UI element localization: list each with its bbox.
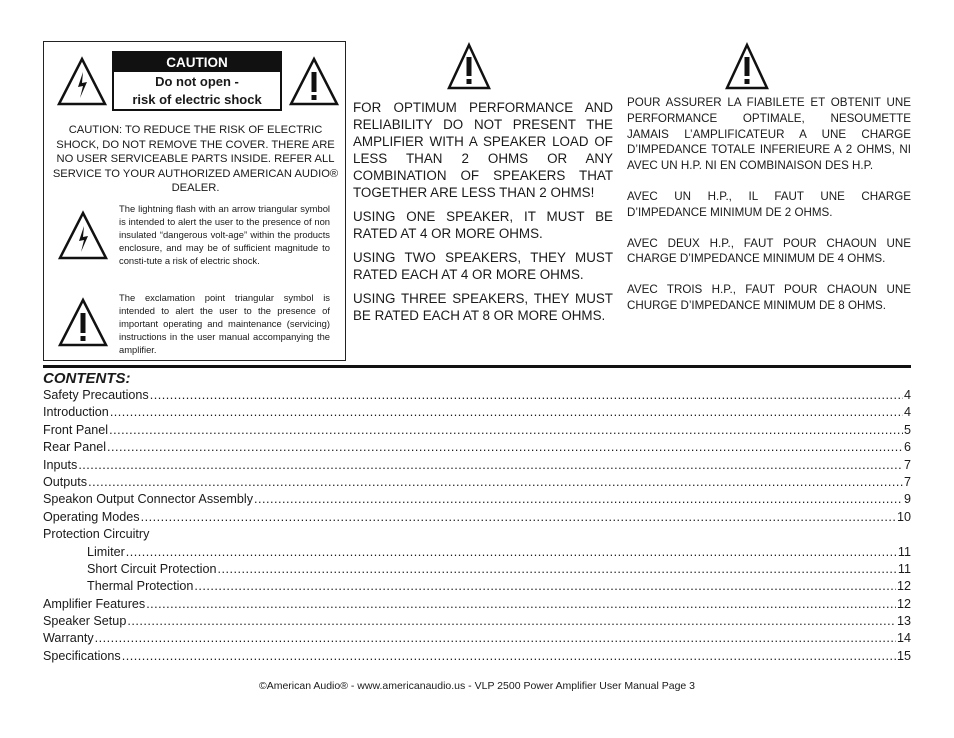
toc-entry-page: 14 bbox=[896, 631, 911, 646]
toc-entry[interactable] bbox=[43, 388, 911, 405]
toc-entry-label: Speaker Setup bbox=[43, 614, 127, 629]
toc-entry[interactable] bbox=[43, 475, 911, 492]
toc-leader bbox=[127, 614, 896, 628]
toc-entry[interactable] bbox=[43, 405, 911, 422]
toc-leader bbox=[126, 545, 897, 559]
toc-entry-label: Amplifier Features bbox=[43, 596, 146, 611]
toc-entry-label: Speakon Output Connector Assembly bbox=[43, 492, 254, 507]
toc-entry-label: Rear Panel bbox=[43, 440, 107, 455]
toc-entry-label: Safety Precautions bbox=[43, 388, 149, 402]
toc-entry-label: Front Panel bbox=[43, 422, 109, 437]
english-paragraph: USING THREE SPEAKERS, THEY MUST BE RATED EACH AT 8 OR MORE OHMS. bbox=[353, 291, 613, 323]
toc-leader bbox=[88, 475, 903, 489]
toc-leader bbox=[122, 649, 896, 663]
toc-entry[interactable] bbox=[43, 440, 911, 457]
english-paragraph: FOR OPTIMUM PERFORMANCE AND RELIABILITY DO NOT PRESENT THE AMPLIFIER WITH A SPEAKER LOAD OF LESS THAN 2 OHMS OR ANY COMBINATION OF SPEAKERS THAT TOGETHER ARE LESS THAN 2 OHMS! bbox=[353, 100, 613, 200]
toc-entry[interactable] bbox=[43, 545, 911, 562]
exclamation-symbol-text: The exclamation point triangular symbol is intended to alert the user to the presence of important operating and maintenance (servicing) instructions in the user manual accompanying the amplifier. bbox=[119, 292, 330, 355]
lightning-symbol-icon bbox=[57, 210, 109, 262]
toc-leader bbox=[107, 440, 903, 454]
toc-entry-page: 5 bbox=[903, 422, 911, 437]
toc-entry-label: Thermal Protection bbox=[87, 579, 194, 594]
toc-entry-page: 11 bbox=[897, 544, 911, 559]
toc-entry-page: 9 bbox=[903, 492, 911, 507]
caution-heading: CAUTION bbox=[114, 53, 280, 72]
toc-entry-page: 12 bbox=[896, 579, 911, 594]
page-footer: ©American Audio® - www.americanaudio.us - VLP 2500 Power Amplifier User Manual Page 3 bbox=[258, 680, 696, 692]
toc-leader bbox=[78, 458, 903, 472]
toc-leader bbox=[146, 597, 896, 611]
toc-entry[interactable] bbox=[43, 579, 911, 596]
toc-entry-page: 13 bbox=[896, 614, 911, 629]
lightning-warning-icon bbox=[56, 56, 108, 108]
lightning-symbol-text: The lightning flash with an arrow triangular symbol is intended to alert the user to the presence of non insulated “dangerous volt-age” within the products enclosure, and may be of sufficient magnitude to consti-tute a risk of electric shock. bbox=[119, 203, 330, 266]
caution-line-2: risk of electric shock bbox=[132, 92, 262, 107]
toc-leader bbox=[95, 631, 896, 645]
toc-entry-page: 7 bbox=[903, 474, 911, 489]
toc-entry-label: Short Circuit Protection bbox=[87, 561, 217, 576]
toc-leader bbox=[110, 405, 903, 419]
toc-entry-page: 6 bbox=[903, 440, 911, 455]
toc-entry-page: 4 bbox=[903, 388, 911, 402]
toc-leader bbox=[194, 579, 896, 593]
toc-leader bbox=[218, 562, 897, 576]
toc-entry[interactable] bbox=[43, 597, 911, 614]
toc-entry-page: 11 bbox=[897, 561, 911, 576]
toc-section-heading bbox=[43, 527, 911, 544]
french-paragraph: AVEC UN H.P., IL FAUT UNE CHARGE D’IMPEDANCE MINIMUM DE 2 OHMS. bbox=[627, 189, 911, 219]
caution-line-1: Do not open - bbox=[155, 74, 239, 89]
toc-entry-label: Protection Circuitry bbox=[43, 527, 150, 542]
toc-entry[interactable] bbox=[43, 423, 911, 440]
exclamation-icon bbox=[724, 42, 770, 92]
contents-title: CONTENTS: bbox=[43, 370, 131, 387]
toc-leader bbox=[254, 492, 903, 506]
toc-entry[interactable] bbox=[43, 649, 911, 666]
english-paragraph: USING ONE SPEAKER, IT MUST BE RATED AT 4 OR MORE OHMS. bbox=[353, 209, 613, 241]
toc-entry-label: Specifications bbox=[43, 648, 121, 663]
toc-leader bbox=[109, 423, 903, 437]
toc-entry[interactable] bbox=[43, 510, 911, 527]
toc-entry-page: 10 bbox=[896, 509, 911, 524]
table-of-contents bbox=[43, 388, 911, 666]
caution-box bbox=[43, 41, 346, 361]
toc-entry[interactable] bbox=[43, 458, 911, 475]
toc-entry[interactable] bbox=[43, 631, 911, 648]
caution-warning-text: CAUTION: TO REDUCE THE RISK OF ELECTRIC SHOCK, DO NOT REMOVE THE COVER. THERE ARE NO USER SERVICEABLE PARTS INSIDE. REFER ALL SERVICE TO YOUR AUTHORIZED AMERICAN AUDIO® DEALER. bbox=[52, 124, 339, 195]
french-paragraph: AVEC DEUX H.P., FAUT POUR CHAOUN UNE CHARGE D’IMPEDANCE MINIMUM DE 4 OHMS. bbox=[627, 236, 911, 266]
toc-entry-page: 12 bbox=[896, 596, 911, 611]
toc-entry-label: Introduction bbox=[43, 405, 109, 420]
exclamation-warning-icon bbox=[288, 56, 340, 108]
toc-entry-page: 15 bbox=[896, 648, 911, 663]
english-warning-column bbox=[353, 99, 613, 331]
toc-entry-label: Limiter bbox=[87, 544, 125, 559]
toc-entry-label: Inputs bbox=[43, 457, 78, 472]
french-warning-column bbox=[627, 95, 911, 329]
exclamation-icon bbox=[446, 42, 492, 92]
caution-label bbox=[112, 51, 282, 111]
english-paragraph: USING TWO SPEAKERS, THEY MUST RATED EACH AT 4 OR MORE OHMS. bbox=[353, 250, 613, 282]
toc-leader bbox=[141, 510, 896, 524]
toc-entry-label: Warranty bbox=[43, 631, 94, 646]
toc-entry[interactable] bbox=[43, 614, 911, 631]
toc-entry-page: 4 bbox=[903, 405, 911, 420]
section-divider bbox=[43, 365, 911, 368]
toc-entry-label: Outputs bbox=[43, 474, 88, 489]
toc-leader bbox=[150, 388, 903, 402]
toc-entry-page: 7 bbox=[903, 457, 911, 472]
toc-entry[interactable] bbox=[43, 562, 911, 579]
french-paragraph: POUR ASSURER LA FIABILETE ET OBTENIT UNE PERFORMANCE OPTIMALE, NESOUMETTE JAMAIS L’AMPLIFICATEUR A UNE CHARGE D’IMPEDANCE TOTALE INFERIEURE A 2 OHMS, NI AVEC UN H.P. NI EN COMBINAISON DES H.P. bbox=[627, 96, 911, 173]
exclamation-symbol-icon bbox=[57, 297, 109, 349]
french-paragraph: AVEC TROIS H.P., FAUT POUR CHAOUN UNE CHURGE D’IMPEDANCE MINIMUM DE 8 OHMS. bbox=[627, 283, 911, 312]
toc-entry[interactable] bbox=[43, 492, 911, 509]
toc-entry-label: Operating Modes bbox=[43, 509, 140, 524]
